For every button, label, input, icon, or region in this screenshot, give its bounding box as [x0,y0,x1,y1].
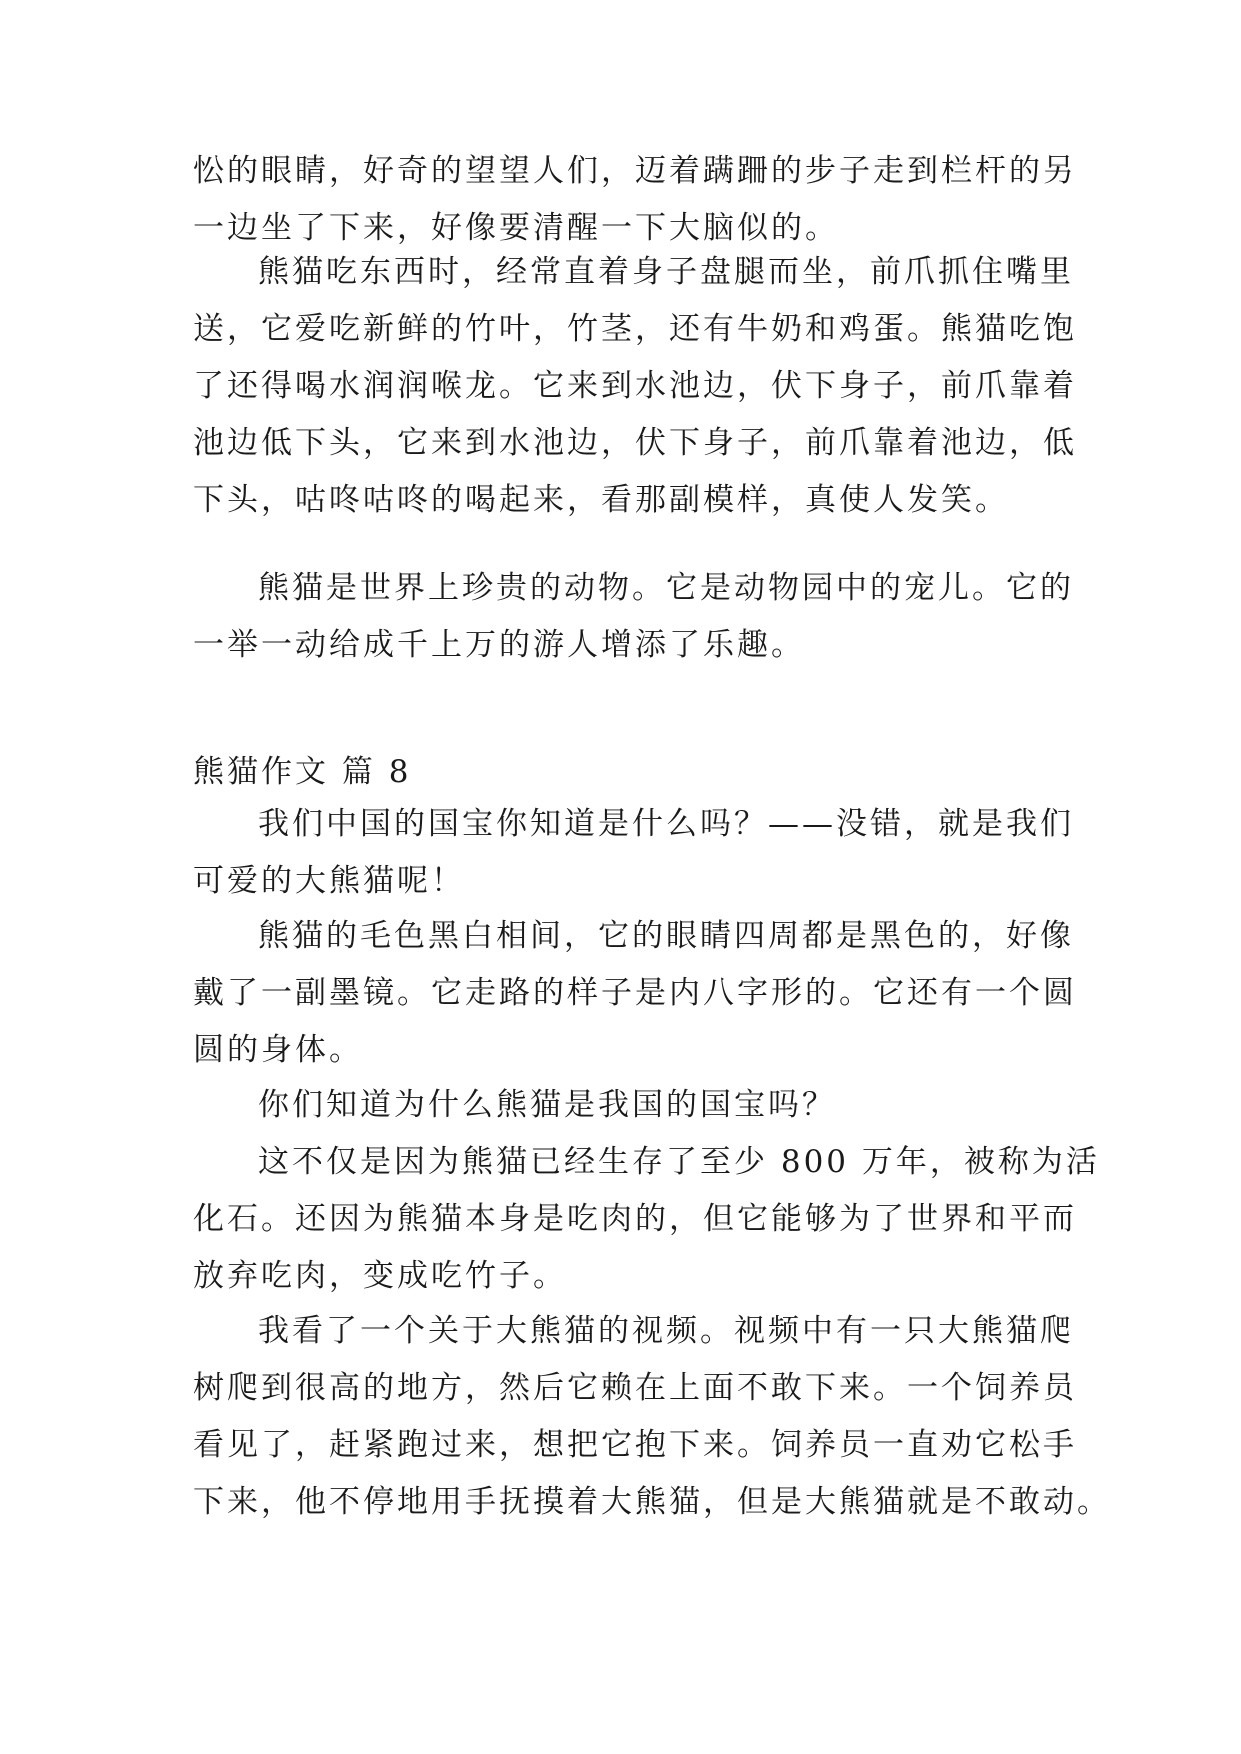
text-line: 这不仅是因为熊猫已经生存了至少 800 万年，被称为活 [258,1144,1100,1180]
text-line: 一边坐了下来，好像要清醒一下大脑似的。 [193,210,839,246]
text-line: 放弃吃肉，变成吃竹子。 [193,1258,567,1294]
section-heading [193,744,1053,801]
text-line: 可爱的大熊猫呢！ [193,863,465,899]
paragraph-video [193,1303,1111,1531]
text-line: 树爬到很高的地方，然后它赖在上面不敢下来。一个饲养员 [193,1370,1077,1406]
paragraph-reason [193,1134,1100,1305]
paragraph-intro [193,796,1074,910]
text-line: 下来，他不停地用手抚摸着大熊猫，但是大熊猫就是不敢动。 [193,1484,1111,1520]
text-line: 化石。还因为熊猫本身是吃肉的，但它能够为了世界和平而 [193,1201,1077,1237]
text-line: 一举一动给成千上万的游人增添了乐趣。 [193,627,805,663]
text-line: 熊猫吃东西时，经常直着身子盘腿而坐，前爪抓住嘴里 [258,254,1074,290]
paragraph-appearance [193,908,1077,1079]
text-line: 池边低下头，它来到水池边，伏下身子，前爪靠着池边，低 [193,425,1077,461]
text-line: 你们知道为什么熊猫是我国的国宝吗？ [258,1087,836,1123]
paragraph-continuation [193,143,1077,257]
text-line: 忪的眼睛，好奇的望望人们，迈着蹒跚的步子走到栏杆的另 [193,153,1077,189]
text-line: 我看了一个关于大熊猫的视频。视频中有一只大熊猫爬 [258,1313,1074,1349]
essay-title: 熊猫作文 篇 8 [193,754,412,790]
text-line: 看见了，赶紧跑过来，想把它抱下来。饲养员一直劝它松手 [193,1427,1077,1463]
text-line: 下头，咕咚咕咚的喝起来，看那副模样，真使人发笑。 [193,482,1009,518]
text-line: 送，它爱吃新鲜的竹叶，竹茎，还有牛奶和鸡蛋。熊猫吃饱 [193,311,1077,347]
text-line: 戴了一副墨镜。它走路的样子是内八字形的。它还有一个圆 [193,975,1077,1011]
paragraph-treasure [193,560,1074,674]
paragraph-eating [193,244,1077,529]
text-line: 了还得喝水润润喉龙。它来到水池边，伏下身子，前爪靠着 [193,368,1077,404]
paragraph-question [193,1077,1053,1134]
text-line: 圆的身体。 [193,1032,363,1068]
text-line: 我们中国的国宝你知道是什么吗？——没错，就是我们 [258,806,1074,842]
text-line: 熊猫的毛色黑白相间，它的眼睛四周都是黑色的，好像 [258,918,1074,954]
text-line: 熊猫是世界上珍贵的动物。它是动物园中的宠儿。它的 [258,570,1074,606]
